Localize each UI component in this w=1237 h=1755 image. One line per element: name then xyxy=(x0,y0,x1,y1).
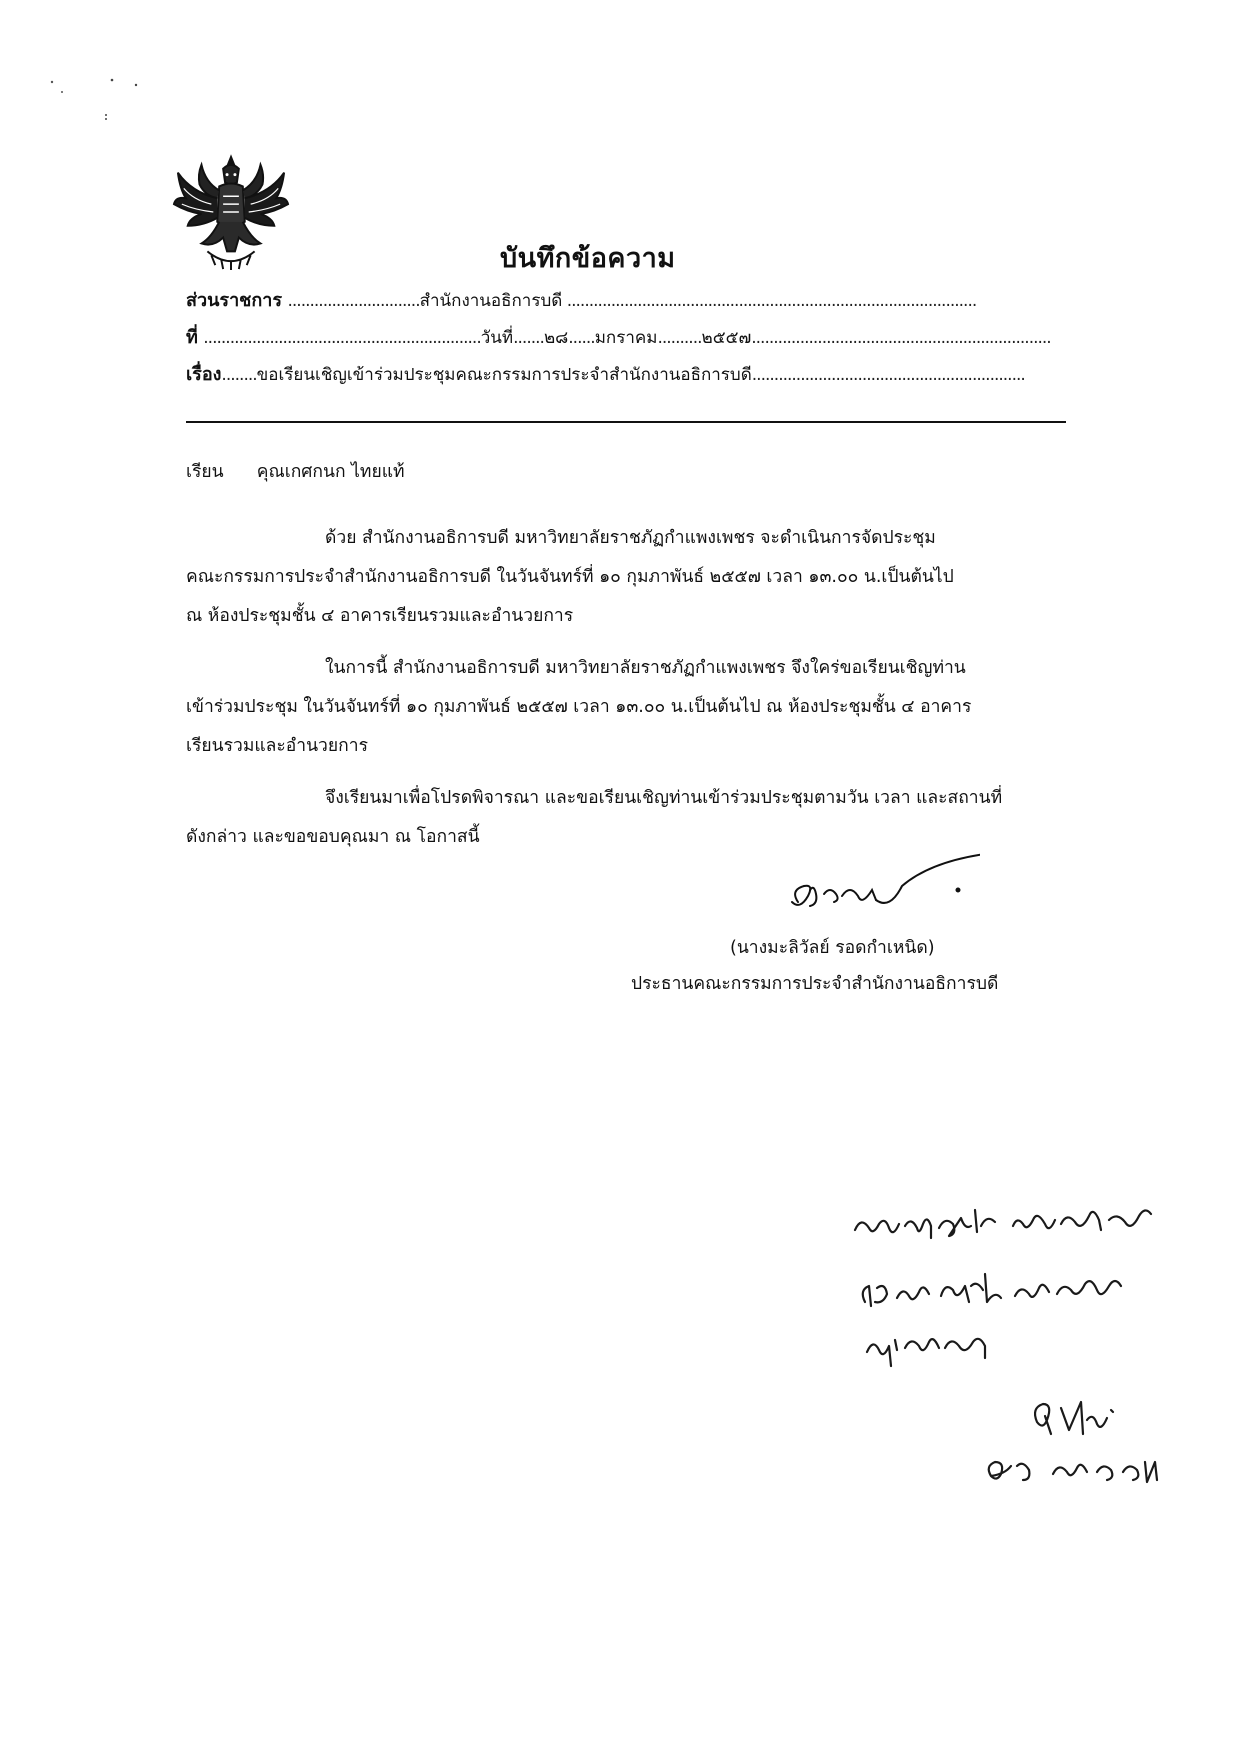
paragraph-1-line-3: ณ ห้องประชุมชั้น ๔ อาคารเรียนรวมและอำนวยการ xyxy=(186,606,574,626)
salutation-name: คุณเกศกนก ไทยแท้ xyxy=(256,462,405,482)
salutation xyxy=(186,459,405,485)
header-date-line xyxy=(186,322,1066,351)
agency-label: ส่วนราชการ xyxy=(186,290,283,311)
paragraph-2-line-1: ในการนี้ สำนักงานอธิการบดี มหาวิทยาลัยราชภัฏกำแพงเพชร จึงใคร่ขอเรียนเชิญท่าน xyxy=(325,658,966,678)
paragraph-1-line-1: ด้วย สำนักงานอธิการบดี มหาวิทยาลัยราชภัฏกำแพงเพชร จะดำเนินการจัดประชุม xyxy=(325,528,936,548)
paragraph-2-line-2: เข้าร่วมประชุม ในวันจันทร์ที่ ๑๐ กุมภาพันธ์ ๒๕๕๗ เวลา ๑๓.๐๐ น.เป็นต้นไป ณ ห้องประชุมชั้น ๔ อาคาร xyxy=(186,697,972,717)
signer-name: (นางมะลิวัลย์ รอดกำเหนิด) xyxy=(730,938,935,958)
ref-label: ที่ xyxy=(186,327,198,348)
dotted-leader: ............................................................... xyxy=(203,328,481,348)
scan-specks xyxy=(40,70,160,130)
handwritten-note-icon xyxy=(845,1190,1175,1490)
signer-position: ประธานคณะกรรมการประจำสำนักงานอธิการบดี xyxy=(631,974,999,994)
subject-label: เรื่อง xyxy=(186,364,222,385)
date-day: ๒๘ xyxy=(543,328,569,348)
header-agency-line xyxy=(186,285,1066,314)
dotted-leader: .............................................................. xyxy=(751,365,1025,385)
dotted-leader: .................................................................... xyxy=(751,328,1051,348)
dotted-leader: .............................. xyxy=(287,291,420,311)
date-label: วันที่ xyxy=(480,328,514,348)
paragraph-3-line-2: ดังกล่าว และขอขอบคุณมา ณ โอกาสนี้ xyxy=(186,827,480,847)
agency-value: สำนักงานอธิการบดี xyxy=(419,291,563,311)
dotted-leader: .......... xyxy=(657,328,702,348)
dotted-leader: ............................................................................................. xyxy=(562,291,977,311)
signature-icon xyxy=(780,850,980,920)
dotted-leader: ...... xyxy=(568,328,595,348)
dotted-leader: ....... xyxy=(513,328,544,348)
paragraph-2-line-3: เรียนรวมและอำนวยการ xyxy=(186,736,368,756)
date-month: มกราคม xyxy=(594,328,658,348)
dotted-leader: ........ xyxy=(221,365,257,385)
paragraph-3-line-1: จึงเรียนมาเพื่อโปรดพิจารณา และขอเรียนเชิญท่านเข้าร่วมประชุมตามวัน เวลา และสถานที่ xyxy=(325,788,1003,808)
salutation-label: เรียน xyxy=(186,462,224,482)
garuda-emblem-icon xyxy=(172,152,290,272)
header-subject-line xyxy=(186,359,1066,388)
paragraph-1-line-2: คณะกรรมการประจำสำนักงานอธิการบดี ในวันจันทร์ที่ ๑๐ กุมภาพันธ์ ๒๕๕๗ เวลา ๑๓.๐๐ น.เป็นต้นไป xyxy=(186,567,954,587)
document-title: บันทึกข้อความ xyxy=(500,243,676,274)
date-year: ๒๕๕๗ xyxy=(701,328,752,348)
header-divider xyxy=(186,421,1066,423)
subject-value: ขอเรียนเชิญเข้าร่วมประชุมคณะกรรมการประจำสำนักงานอธิการบดี xyxy=(256,365,752,385)
